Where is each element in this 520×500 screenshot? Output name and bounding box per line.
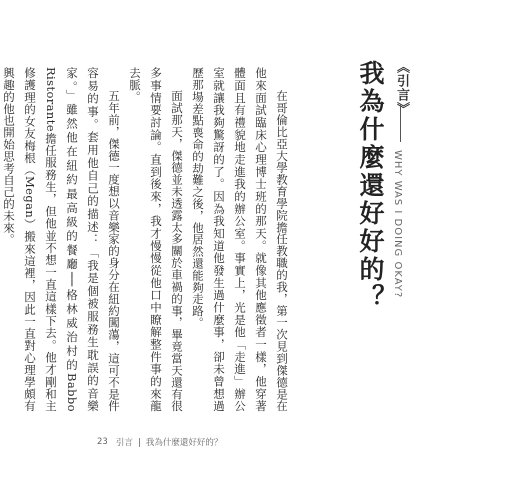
paragraph-1: 在哥倫比亞大學教育學院擔任教職的我，第一次見到傑德是在他來面試臨床心理博士班的那天。就像其他應徵者一樣，他穿著體面且有禮貌地走進我的辦公室。事實上，光是他「走進」辦公室就讓我夠驚訝的了。因為我知道他發生過什麼事，卻未曾想過歷那場差點喪命的劫難之後，他居然還能夠走路。 (191, 67, 289, 412)
paragraph-2: 面試那天，傑德並未透露太多關於車禍的事，畢竟當天還有很多事情要討論。直到後來，我才慢慢從他口中瞭解整件事的來龍去脈。 (128, 67, 184, 412)
chapter-header (352, 60, 422, 400)
footer-section-label: 引言 (115, 438, 133, 448)
chapter-title-english: WHY WAS I DOING OKAY? (392, 150, 403, 299)
body-text (2, 67, 292, 412)
footer-separator (139, 438, 140, 447)
header-divider-rule (400, 104, 401, 142)
page-footer (97, 436, 222, 448)
footer-chapter-title: 我為什麼還好好的？ (145, 438, 223, 448)
page-number: 23 (97, 437, 108, 447)
section-tag: 《引言》 (394, 60, 409, 116)
chapter-title-chinese: 我為什麼還好好的？ (356, 60, 385, 312)
paragraph-3: 五年前，傑德一度想以音樂家的身分在紐約闖蕩，這可不是件容易的事。套用他自己的描述：「我是個被服務生耽誤的音樂家。」雖然他在紐約最高級的餐廳──格林威治村的Babbo Ristorante擔任服務生，但他並不想一直這樣下去。他才剛和主修護理的女友梅根（Megan）搬來這裡，因此一直對心理學頗有興趣的他也開始思考自己的未來。 (2, 67, 121, 412)
